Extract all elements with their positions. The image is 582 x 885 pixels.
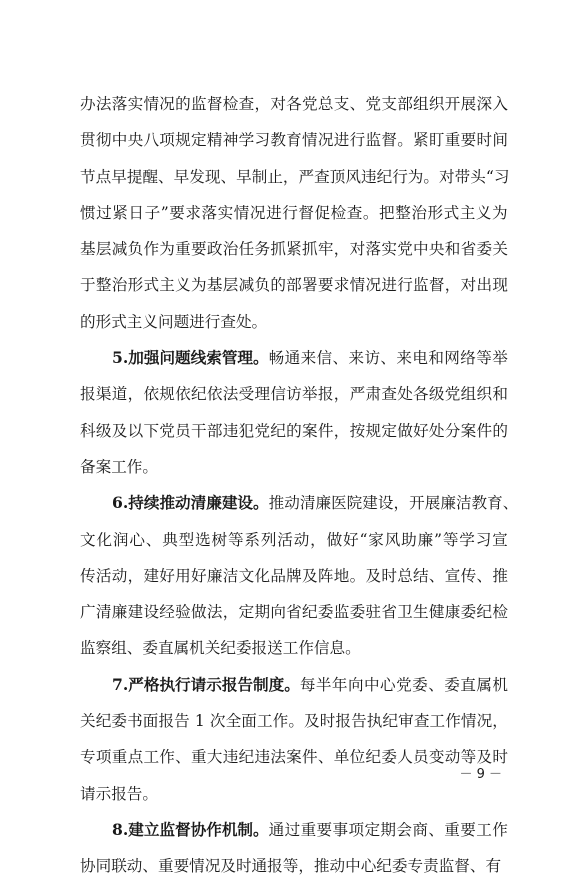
- line-text: 惯 过 紧 日 子 ” 要 求 落 实 情 况 进 行 督 促 检 查 。 把 整 治 形 式 主 义 为: [80, 203, 508, 222]
- paragraph: [80, 340, 508, 485]
- line-text: 关 纪 委 书 面 报 告 1 次 全 面 工 作 。 及 时 报 告 执 纪 审 查 工 作 情 况 ，: [80, 712, 508, 731]
- text-line: [80, 267, 508, 303]
- text-line: [80, 159, 508, 195]
- line-text: 的形式主义问题进行查处。: [80, 312, 268, 331]
- line-text: 专 项 重 点 工 作 、 重 大 违 纪 违 法 案 件 、 单 位 纪 委 人 员 变 动 等 及 时: [80, 748, 508, 767]
- page-number: － 9 －: [459, 767, 502, 782]
- section-heading: 8.建立监督协作机制。: [112, 819, 269, 839]
- text-line: [80, 594, 508, 630]
- text-line: [80, 86, 508, 122]
- text-line: [80, 812, 508, 848]
- line-text: 基 层 减 负 作 为 重 要 政 治 任 务 抓 紧 抓 牢 ， 对 落 实 党 中 央 和 省 委 关: [80, 240, 508, 259]
- line-text: 畅 通 来 信 、 来 访 、 来 电 和 网 络 等 举: [268, 349, 508, 368]
- text-line: [80, 703, 508, 739]
- paragraph: [80, 485, 519, 666]
- text-line: [80, 630, 508, 666]
- text-line: [80, 376, 508, 412]
- line-text: 监察组、委直属机关纪委报送工作信息。: [80, 639, 361, 658]
- line-text: 节 点 早 提 醒 、 早 发 现 、 早 制 止 ， 严 查 顶 风 违 纪 行 为 。 对 带 头 “ 习: [80, 167, 510, 186]
- text-line: [80, 304, 508, 340]
- section-heading: 5.加强问题线索管理。: [112, 348, 269, 368]
- line-text: 贯 彻 中 央 八 项 规 定 精 神 学 习 教 育 情 况 进 行 监 督 。 紧 盯 重 要 时 间: [80, 131, 508, 150]
- text-line: [80, 848, 508, 884]
- paragraph: [80, 86, 508, 340]
- line-text: 备案工作。: [80, 457, 158, 476]
- line-text: 报 渠 道 ， 依 规 依 纪 依 法 受 理 信 访 举 报 ， 严 肃 查 处 各 级 党 组 织 和: [80, 385, 508, 404]
- text-line: [80, 485, 519, 521]
- line-text: 科 级 及 以 下 党 员 干 部 违 犯 党 纪 的 案 件 ， 按 规 定 做 好 处 分 案 件 的: [80, 421, 508, 440]
- line-text: 通 过 重 要 事 项 定 期 会 商 、 重 要 工 作: [268, 820, 508, 839]
- text-line: [80, 413, 508, 449]
- line-text: 每 半 年 向 中 心 党 委 、 委 直 属 机: [299, 675, 508, 694]
- text-line: [80, 231, 508, 267]
- line-text: 文 化 润 心 、 典 型 选 树 等 系 列 活 动 ， 做 好 “ 家 风 助 廉 ” 等 学 习 宣: [80, 530, 508, 549]
- text-line: [80, 195, 508, 231]
- text-line: [80, 449, 508, 485]
- line-text: 于 整 治 形 式 主 义 为 基 层 减 负 的 部 署 要 求 情 况 进 行 监 督 ， 对 出 现: [80, 276, 508, 295]
- line-text: 办 法 落 实 情 况 的 监 督 检 查 ， 对 各 党 总 支 、 党 支 部 组 织 开 展 深 入: [80, 95, 508, 113]
- line-text: 推 动 清 廉 医 院 建 设 ， 开 展 廉 洁 教 育 、: [268, 494, 519, 513]
- section-heading: 7.严格执行请示报告制度。: [112, 674, 300, 694]
- line-text: 协同联动、重要情况及时通报等，推动中心纪委专责监督、有: [80, 857, 502, 876]
- line-text: 请示报告。: [80, 784, 158, 803]
- text-line: [80, 122, 508, 158]
- line-text: 传 活 动 ， 建 好 用 好 廉 洁 文 化 品 牌 及 阵 地 。 及 时 总 结 、 宣 传 、 推: [80, 566, 508, 585]
- text-line: [80, 667, 508, 703]
- paragraph: [80, 812, 508, 885]
- text-line: [80, 522, 508, 558]
- text-line: [80, 340, 508, 376]
- line-text: 广 清 廉 建 设 经 验 做 法 ， 定 期 向 省 纪 委 监 委 驻 省 卫 生 健 康 委 纪 检: [80, 603, 508, 622]
- text-line: [80, 558, 508, 594]
- section-heading: 6.持续推动清廉建设。: [112, 493, 269, 513]
- paragraph: [80, 667, 508, 812]
